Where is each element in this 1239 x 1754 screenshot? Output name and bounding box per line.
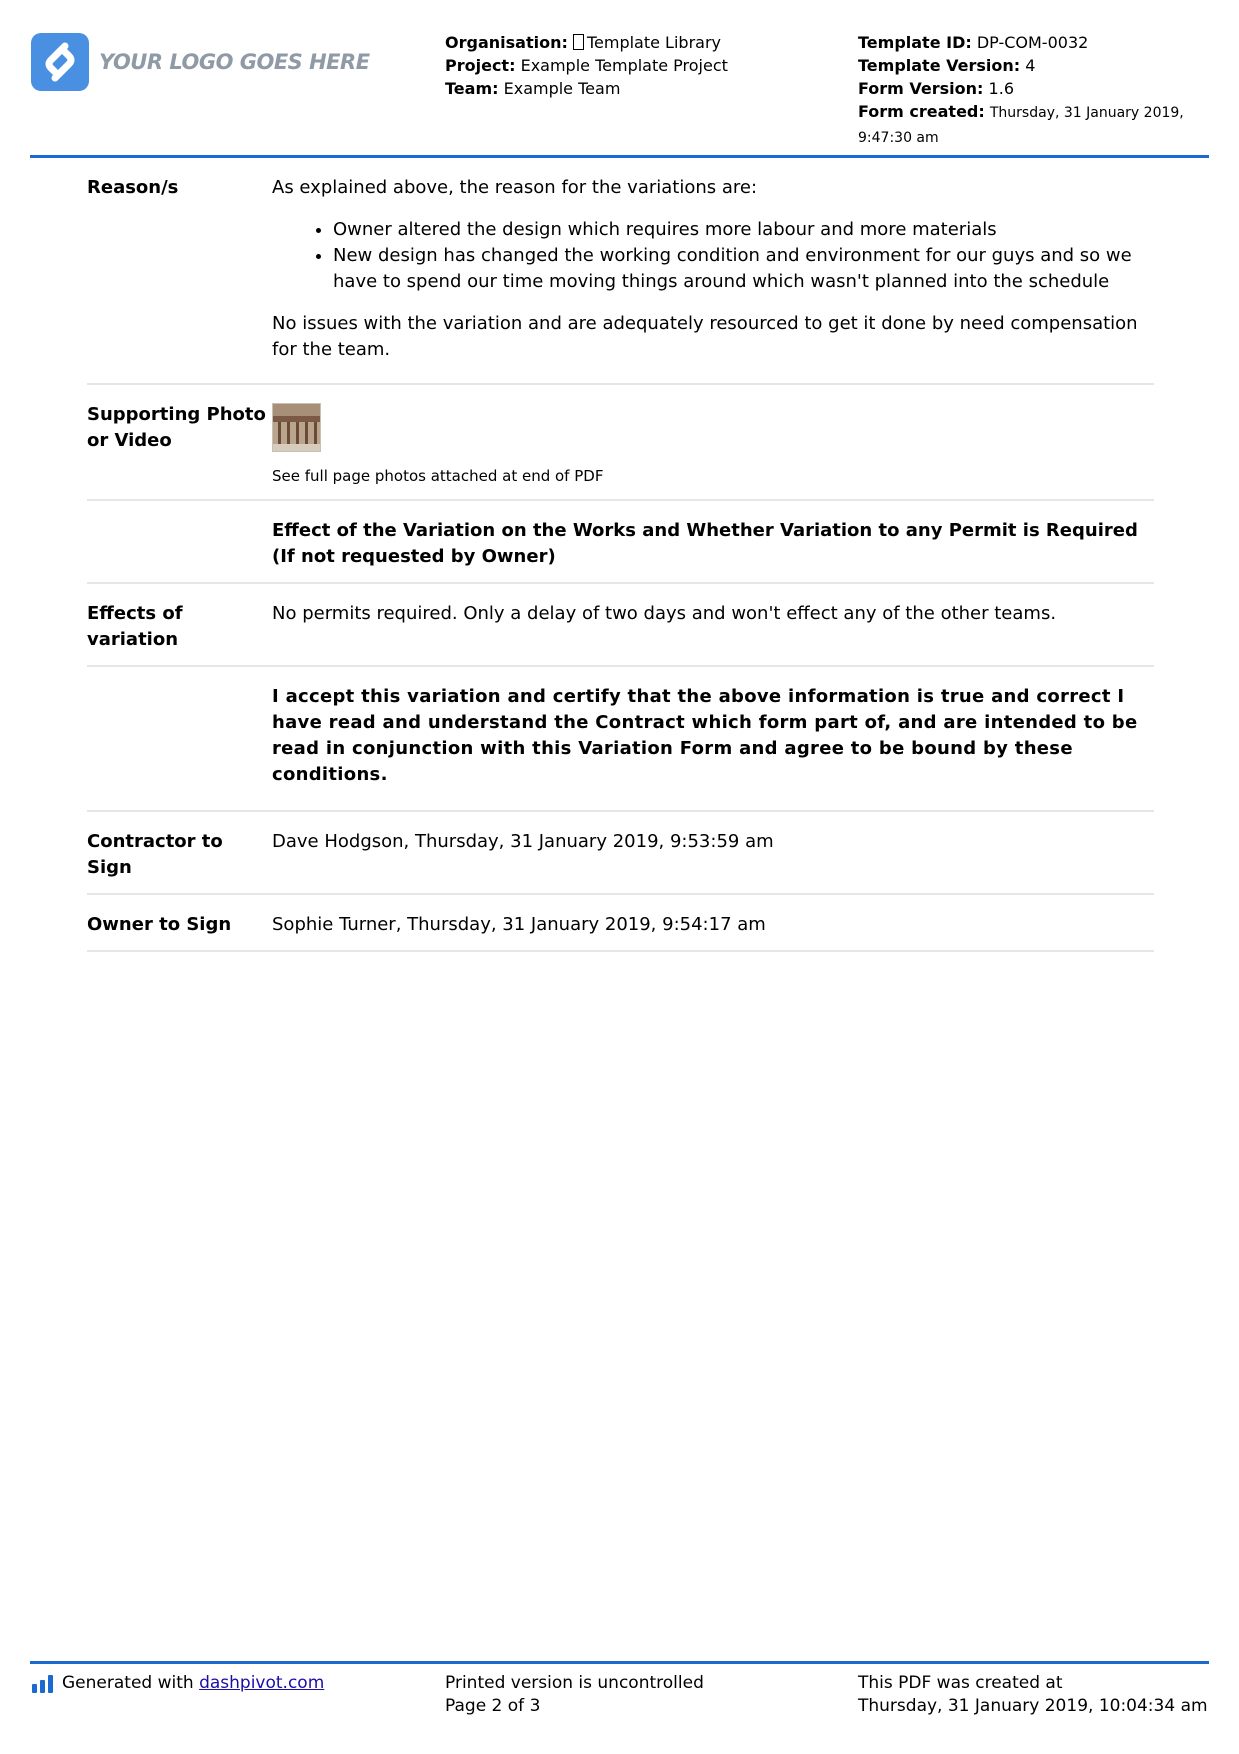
form-created-label: Form created: — [858, 102, 985, 121]
pdf-created-value: Thursday, 31 January 2019, 10:04:34 am — [858, 1696, 1208, 1716]
form-created-value: Thursday, 31 January 2019, — [989, 105, 1184, 121]
template-version-value: 4 — [1025, 56, 1036, 75]
template-id-label: Template ID: — [858, 33, 972, 52]
template-id-value: DP-COM-0032 — [976, 33, 1089, 52]
uncontrolled-notice: Printed version is uncontrolled — [445, 1673, 704, 1693]
owner-sign-value: Sophie Turner, Thursday, 31 January 2019, 9:54:17 am — [272, 914, 766, 935]
effects-label: Effects of variation — [87, 603, 183, 650]
photo-row — [87, 385, 1154, 501]
photo-label: Supporting Photo or Video — [87, 404, 266, 451]
dashpivot-link[interactable]: dashpivot.com — [199, 1673, 325, 1693]
pdf-created-label: This PDF was created at — [858, 1673, 1063, 1693]
organisation-label: Organisation: — [445, 33, 568, 52]
footer-generated — [32, 1672, 324, 1695]
reasons-bullet: • New design has changed the working condition and environment for our guys and so we have to spend our time moving things around which wasn't planned into the schedule — [333, 243, 1154, 295]
owner-sign-row — [87, 895, 1154, 952]
organisation-icon — [573, 34, 584, 50]
effects-value: No permits required. Only a delay of two days and won't effect any of the other teams. — [272, 603, 1057, 624]
section-title: Effect of the Variation on the Works and Whether Variation to any Permit is Required (If not requested by Owner) — [272, 520, 1138, 567]
project-label: Project: — [445, 56, 516, 75]
form-meta-organisation — [445, 31, 825, 100]
reasons-intro: As explained above, the reason for the variations are: — [272, 177, 758, 198]
project-value: Example Template Project — [520, 56, 728, 75]
reasons-bullet: • Owner altered the design which requires more labour and more materials — [333, 217, 1154, 243]
reasons-value — [272, 158, 1154, 383]
photo-caption: See full page photos attached at end of PDF — [272, 467, 604, 485]
organisation-value: Template Library — [586, 33, 721, 52]
reasons-list — [272, 217, 1154, 295]
form-created-time: 9:47:30 am — [858, 130, 939, 146]
page-header — [30, 28, 1209, 156]
logo-mark-icon — [31, 33, 89, 91]
effects-row — [87, 584, 1154, 667]
page-number: Page 2 of 3 — [445, 1696, 541, 1716]
photo-thumbnail[interactable] — [272, 403, 321, 452]
form-version-label: Form Version: — [858, 79, 984, 98]
declaration-spacer — [87, 667, 272, 810]
section-title-row — [87, 501, 1154, 584]
dashpivot-icon — [32, 1675, 54, 1693]
team-label: Team: — [445, 79, 499, 98]
contractor-sign-value: Dave Hodgson, Thursday, 31 January 2019, 9:53:59 am — [272, 831, 774, 852]
contractor-sign-row — [87, 812, 1154, 895]
footer-page-info — [445, 1672, 704, 1718]
logo-text: YOUR LOGO GOES HERE — [99, 50, 370, 74]
reasons-label: Reason/s — [87, 177, 179, 198]
footer-created — [858, 1672, 1208, 1718]
company-logo — [31, 33, 370, 91]
contractor-sign-label: Contractor to Sign — [87, 831, 223, 878]
section-title-spacer — [87, 501, 272, 582]
photo-value — [272, 385, 1154, 499]
form-version-value: 1.6 — [988, 79, 1014, 98]
declaration-text: I accept this variation and certify that the above information is true and correct I have read and understand the Contract which form part of, and are intended to be read in conjunction with this Variation Form and agree to be bound by these conditions. — [272, 686, 1138, 785]
reasons-row — [87, 158, 1154, 385]
template-version-label: Template Version: — [858, 56, 1021, 75]
generated-text: Generated with — [62, 1673, 194, 1693]
declaration-row — [87, 667, 1154, 812]
form-content — [87, 158, 1154, 952]
footer-divider — [30, 1661, 1209, 1664]
owner-sign-label: Owner to Sign — [87, 914, 232, 935]
form-meta-template — [858, 31, 1218, 150]
team-value: Example Team — [503, 79, 621, 98]
reasons-conclusion: No issues with the variation and are adequately resourced to get it done by need compensation for the team. — [272, 313, 1138, 360]
